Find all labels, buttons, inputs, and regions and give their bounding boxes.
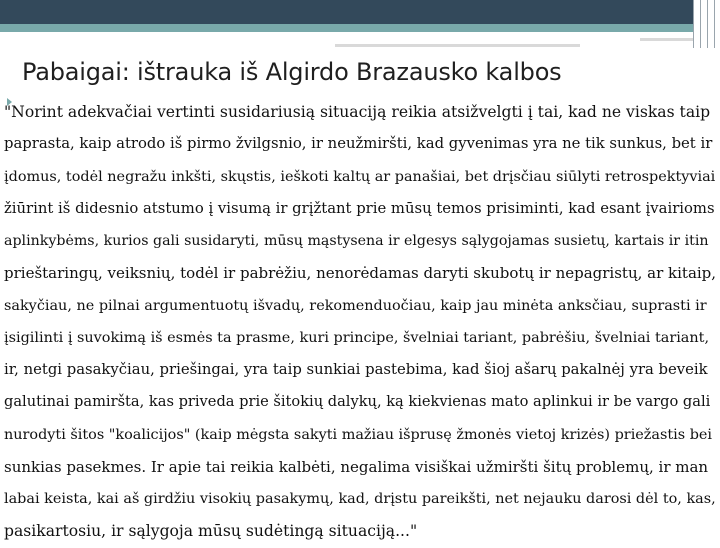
corner-decoration <box>693 0 720 48</box>
quote-line: "Norint adekvačiai vertinti susidariusią situaciją reikia atsižvelgti į tai, kad ne viskas taip <box>4 103 711 121</box>
decorative-line <box>640 38 696 41</box>
quote-line: įsigilinti į suvokimą iš esmės ta prasme, kuri principe, švelniai tariant, pabrėšiu, švelniai tariant, <box>4 329 710 346</box>
quote-line: sunkias pasekmes. Ir apie tai reikia kalbėti, negalima visiškai užmiršti šitų problemų, ir man <box>4 457 709 476</box>
quote-line: paprasta, kaip atrodo iš pirmo žvilgsnio, ir neužmiršti, kad gyvenimas yra ne tik sunkus, bet ir <box>4 135 713 153</box>
quote-line: žiūrint iš didesnio atstumo į visumą ir grįžtant prie mūsų temos prisiminti, kad esant įvairioms <box>4 199 715 217</box>
quote-line: aplinkybėms, kurios gali susidaryti, mūsų mąstysena ir elgesys sąlygojamas susietų, kartais ir itin <box>4 233 709 249</box>
slide-accent-band <box>0 24 720 32</box>
quote-line: pasikartosiu, ir sąlygoja mūsų sudėtingą situaciją..." <box>4 522 418 541</box>
quote-line: galutinai pamiršta, kas priveda prie šitokių dalykų, ką kiekvienas mato aplinkui ir be vargo gali <box>4 393 711 411</box>
quote-line: ir, netgi pasakyčiau, priešingai, yra taip sunkiai pastebima, kad šioj ašarų pakalnėj yra beveik <box>4 361 708 378</box>
quote-line: prieštaringų, veiksnių, todėl ir pabrėžiu, nenorėdamas daryti skubotų ir nepagristų, ar kitaip, <box>4 264 717 283</box>
quote-line: įdomus, todėl negražu inkšti, skųstis, ieškoti kaltų ar panašiai, bet drįsčiau siūlyti retrospektyviai <box>4 168 716 185</box>
quote-line: labai keista, kai aš girdžiu visokių pasakymų, kad, drįstu pareikšti, net nejauku darosi dėl to, kas, <box>4 491 716 507</box>
decorative-line <box>335 44 580 47</box>
quote-block <box>4 96 716 540</box>
quote-line: nurodyti šitos "koalicijos" (kaip mėgsta sakyti mažiau išprusę žmonės vietoj krizės) priežastis bei <box>4 426 713 443</box>
quote-line: sakyčiau, ne pilnai argumentuotų išvadų, rekomenduočiau, kaip jau minėta anksčiau, suprasti ir <box>4 297 707 314</box>
slide-title: Pabaigai: ištrauka iš Algirdo Brazausko kalbos <box>22 58 562 86</box>
slide-top-bar <box>0 0 720 24</box>
